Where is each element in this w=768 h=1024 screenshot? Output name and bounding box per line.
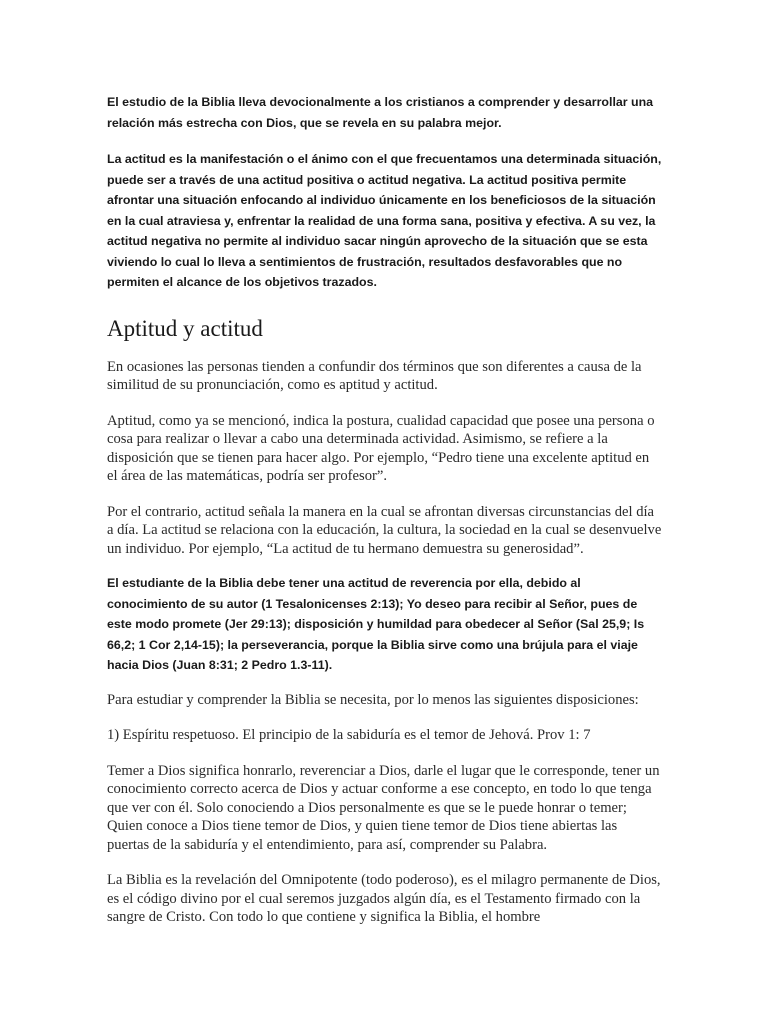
attitude-definition-paragraph: La actitud es la manifestación o el ánimo con el que frecuentamos una determinada situación, puede ser a través de una actitud positiva o actitud negativa. La actitud positiva permite afrontar una situación enfocando al individuo únicamente en los beneficiosos de la situación en la cual atraviesa y, enfrentar la realidad de una forma sana, positiva y efectiva. A su vez, la actitud negativa no permite al individuo sacar ningún aprovecho de la situación que se esta viviendo lo cual lo lleva a sentimientos de frustración, resultados desfavorables que no permiten el alcance de los objetivos trazados. <box>107 152 662 289</box>
bible-revelation-paragraph: La Biblia es la revelación del Omnipotente (todo poderoso), es el milagro permanente de Dios, es el código divino por el cual seremos juzgados algún día, es el Testamento firmado con la sangre de Cristo. Con todo lo que contiene y significa la Biblia, el hombre <box>107 872 661 925</box>
section-heading: Aptitud y actitud <box>107 315 263 341</box>
aptitude-paragraph: Aptitud, como ya se mencionó, indica la postura, cualidad capacidad que posee una persona o cosa para realizar o llevar a cabo una determinada actividad. Asimismo, se refiere a la disposición que se tienen para hacer algo. Por ejemplo, “Pedro tiene una excelente aptitud en el área de las matemáticas, podría ser profesor”. <box>107 412 655 484</box>
fear-of-god-paragraph: Temer a Dios significa honrarlo, reverenciar a Dios, darle el lugar que le corresponde, tener un conocimiento correcto acerca de Dios y actuar conforme a ese concepto, en todo lo que tenga que ver con él. Solo conociendo a Dios personalmente es que se le puede honrar o temer; Quien conoce a Dios tiene temor de Dios, y quien tiene temor de Dios tiene abiertas las puertas de la sabiduría y el entendimiento, para así, comprender su Palabra. <box>107 762 660 853</box>
dispositions-intro-paragraph: Para estudiar y comprender la Biblia se necesita, por lo menos las siguientes disposiciones: <box>107 691 639 708</box>
attitude-paragraph: Por el contrario, actitud señala la manera en la cual se afrontan diversas circunstancias del día a día. La actitud se relaciona con la educación, la cultura, la sociedad en la cual se desenvuelve un individuo. Por ejemplo, “La actitud de tu hermano demuestra su generosidad”. <box>107 503 662 557</box>
respectful-spirit-paragraph: 1) Espíritu respetuoso. El principio de la sabiduría es el temor de Jehová. Prov 1: 7 <box>107 727 591 743</box>
confusion-paragraph: En ocasiones las personas tienden a confundir dos términos que son diferentes a causa de la similitud de su pronunciación, como es aptitud y actitud. <box>107 358 642 393</box>
document-page <box>107 92 662 927</box>
bible-student-paragraph: El estudiante de la Biblia debe tener una actitud de reverencia por ella, debido al conocimiento de su autor (1 Tesalonicenses 2:13); Yo deseo para recibir al Señor, pues de este modo promete (Jer 29:13); disposición y humildad para obedecer al Señor (Sal 25,9; Is 66,2; 1 Cor 2,14-15); la perseverancia, porque la Biblia sirve como una brújula para el viaje hacia Dios (Juan 8:31; 2 Pedro 1.3-11). <box>107 576 645 672</box>
intro-paragraph: El estudio de la Biblia lleva devocionalmente a los cristianos a comprender y desarrollar una relación más estrecha con Dios, que se revela en su palabra mejor. <box>107 95 654 130</box>
